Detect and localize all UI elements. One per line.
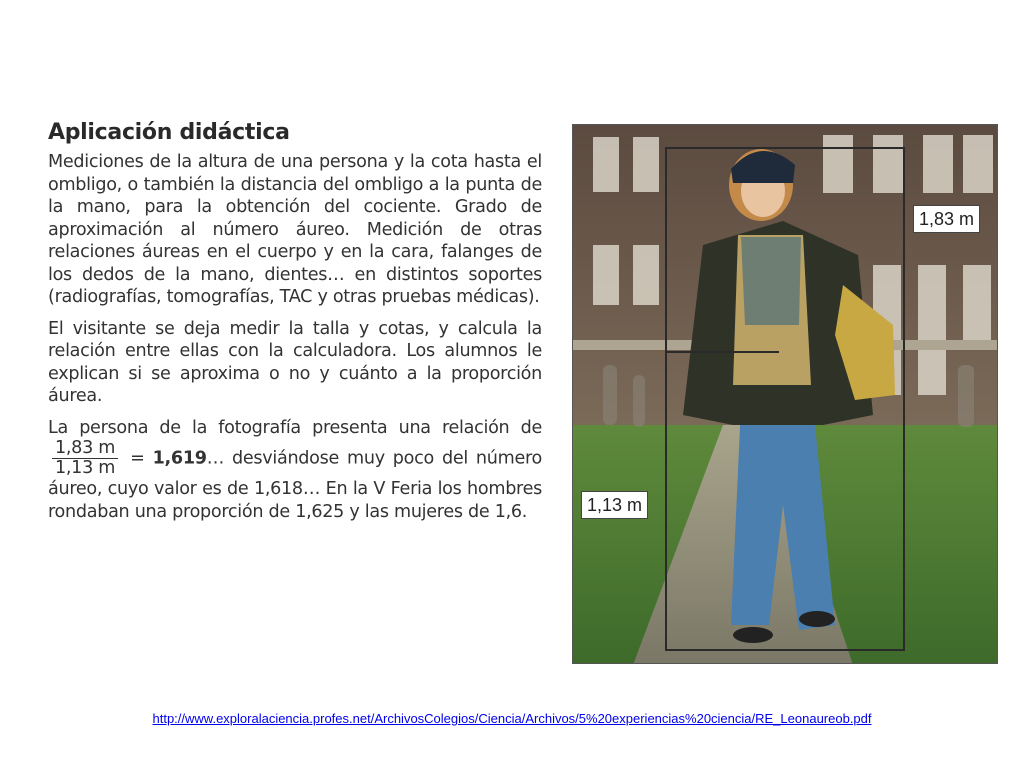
- label-partial-height: 1,13 m: [581, 491, 648, 519]
- fraction-numerator: 1,83 m: [52, 439, 118, 459]
- section-heading: Aplicación didáctica: [48, 120, 290, 145]
- paragraph-visitor: El visitante se deja medir la talla y cotas, y calcula la relación entre ellas con la calculadora. Los alumnos le explican si se aproxima o no y cuánto a la proporción áurea.: [48, 318, 542, 406]
- source-link[interactable]: http://www.exploralaciencia.profes.net/ArchivosColegios/Ciencia/Archivos/5%20experiencias%20ciencia/RE_Leonaureob.pdf: [152, 711, 872, 726]
- fraction-denominator: 1,13 m: [55, 458, 116, 478]
- measure-box-partial: [665, 351, 779, 651]
- label-total-height: 1,83 m: [913, 205, 980, 233]
- ratio-result: 1,619: [152, 448, 207, 469]
- paragraph-photo-ratio: [48, 417, 542, 524]
- ratio-fraction: [52, 439, 118, 478]
- walking-person-photo: [572, 124, 998, 664]
- ratio-intro: La persona de la fotografía presenta una relación de: [48, 417, 542, 438]
- paragraph-measurements: Mediciones de la altura de una persona y la cota hasta el ombligo, o también la distancia del ombligo a la punta de la mano, para la obtención del cociente. Grado de aproximación al número áureo. Medición de otras relaciones áureas en el cuerpo y en la cara, falanges de los dedos de la mano, dientes… en distintos soportes (radiografías, tomografías, TAC y otras pruebas médicas).: [48, 152, 542, 307]
- text-panel: [48, 120, 542, 532]
- equals-sign: =: [130, 448, 145, 469]
- ratio-rest: … desviándose muy poco del número áureo, cuyo valor es de 1,618… En la V Feria los hombres rondaban una proporción de 1,625 y las mujeres de 1,6.: [48, 448, 543, 522]
